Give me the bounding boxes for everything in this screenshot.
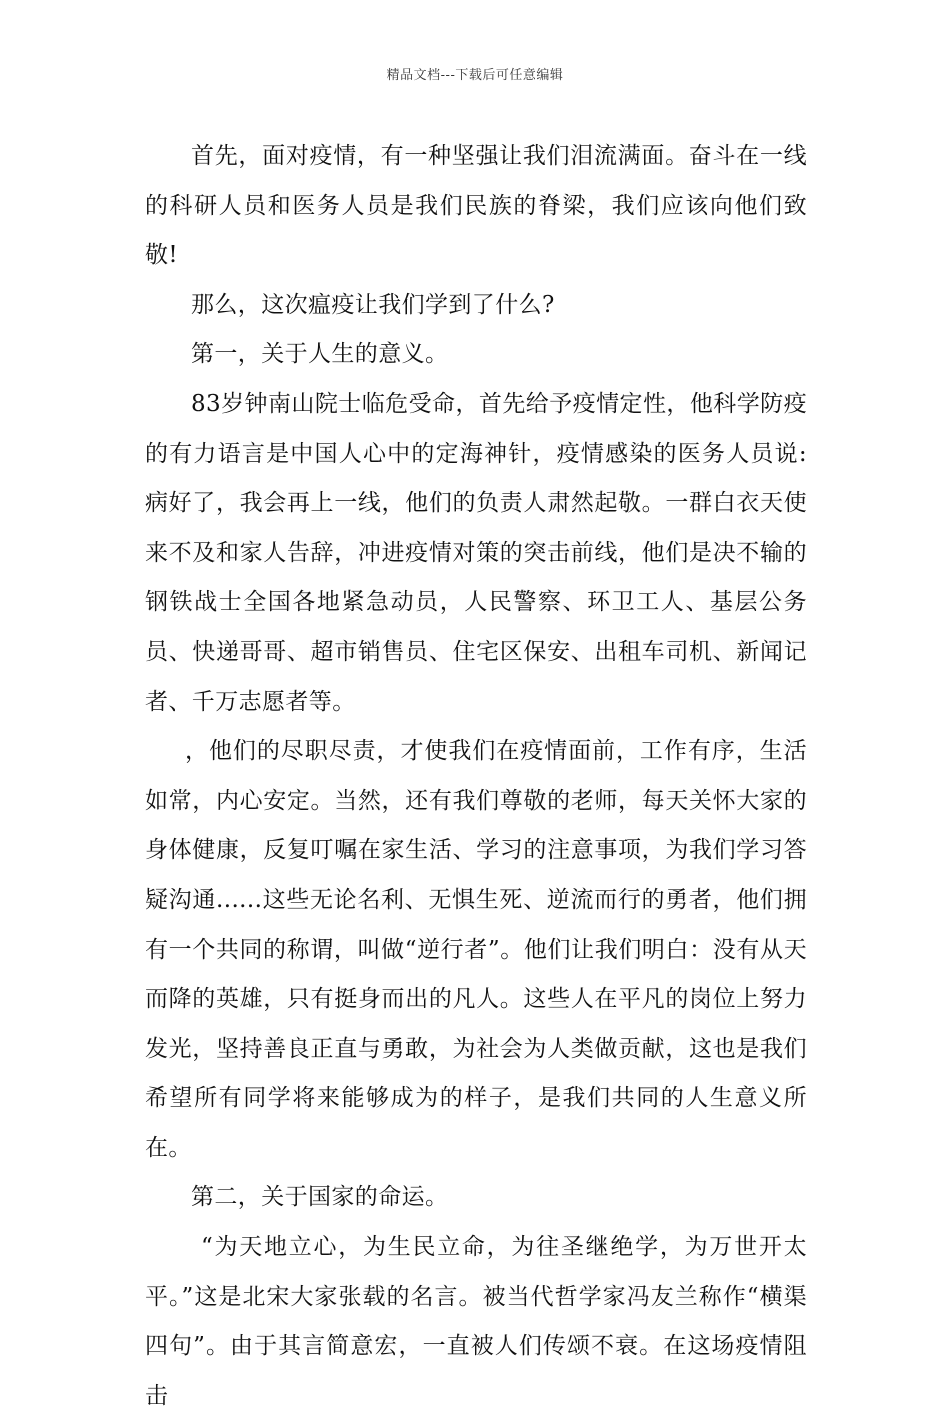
- paragraph-question: 那么，这次瘟疫让我们学到了什么?: [191, 291, 555, 318]
- paragraph-tribute: 首先，面对疫情，有一种坚强让我们泪流满面。奋斗在一线的科研人员和医务人员是我们民族的脊梁，我们应该向他们致敬!: [145, 143, 807, 269]
- paragraph-zhong-nanshan: 83岁钟南山院士临危受命，首先给予疫情定性，他科学防疫的有力语言是中国人心中的定海神针，疫情感染的医务人员说:病好了，我会再上一线，他们的负责人肃然起敬。一群白衣天使来不及和家人告辞，冲进疫情对策的突击前线，他们是决不输的钢铁战士全国各地紧急动员，人民警察、环卫工人、基层公务员、快递哥哥、超市销售员、住宅区保安、出租车司机、新闻记者、千万志愿者等。: [145, 390, 807, 715]
- paragraph-retrogrades: ，他们的尽职尽责，才使我们在疫情面前，工作有序，生活如常，内心安定。当然，还有我们尊敬的老师，每天关怀大家的身体健康，反复叮嘱在家生活、学习的注意事项，为我们学习答疑沟通......这些无论名利、无惧生死、逆流而行的勇者，他们拥有一个共同的称谓，叫做“逆行者”。他们让我们明白：没有从天而降的英雄，只有挺身而出的凡人。这些人在平凡的岗位上努力发光，坚持善良正直与勇敢，为社会为人类做贡献，这也是我们希望所有同学将来能够成为的样子，是我们共同的人生意义所在。: [145, 738, 807, 1161]
- heading-life-meaning: 第一，关于人生的意义。: [191, 341, 449, 368]
- document-body: [145, 132, 807, 1421]
- page-header: 精品文档---下载后可任意编辑: [386, 68, 564, 83]
- heading-national-destiny: 第二，关于国家的命运。: [191, 1184, 449, 1211]
- paragraph-zhang-zai-quote: “为天地立心，为生民立命，为往圣继绝学，为万世开太平。”这是北宋大家张载的名言。被当代哲学家冯友兰称作“横渠四句”。由于其言简意宏，一直被人们传颂不衰。在这场疫情阻击: [145, 1234, 807, 1409]
